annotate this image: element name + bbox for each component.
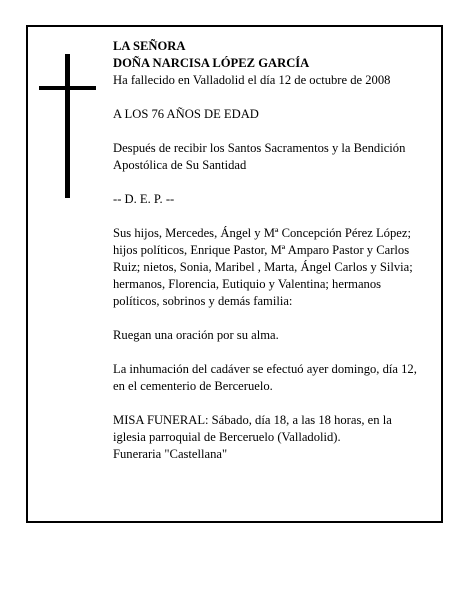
obituary-text	[113, 38, 423, 480]
sacraments-statement: Después de recibir los Santos Sacramentos y la Bendición Apostólica de Su Santidad	[113, 141, 406, 172]
deceased-name: DOÑA NARCISA LÓPEZ GARCÍA	[113, 56, 310, 70]
funeral-mass-details: MISA FUNERAL: Sábado, día 18, a las 18 horas, en la iglesia parroquial de Berceruelo (Valladolid).	[113, 413, 392, 444]
header-block	[113, 38, 423, 89]
funeral-mass-block	[113, 412, 423, 463]
prayer-request: Ruegan una oración por su alma.	[113, 328, 279, 342]
funeral-home: Funeraria "Castellana"	[113, 447, 228, 461]
burial-statement: La inhumación del cadáver se efectuó ayer domingo, día 12, en el cementerio de Berceruelo.	[113, 362, 417, 393]
family-statement: Sus hijos, Mercedes, Ángel y Mª Concepción Pérez López; hijos políticos, Enrique Pastor, Mª Amparo Pastor y Carlos Ruiz; nietos, Sonia, Maribel , Marta, Ángel Carlos y Silvia; hermanos, Florencia, Eutiquio y Valentina; hermanos políticos, sobrinos y demás familia:	[113, 226, 413, 308]
cross-vertical-bar	[65, 54, 70, 198]
age-statement: A LOS 76 AÑOS DE EDAD	[113, 107, 259, 121]
cross-horizontal-bar	[39, 86, 96, 90]
title-line-1: LA SEÑORA	[113, 39, 186, 53]
rip-statement: -- D. E. P. --	[113, 192, 175, 206]
death-statement: Ha fallecido en Valladolid el día 12 de octubre de 2008	[113, 73, 391, 87]
